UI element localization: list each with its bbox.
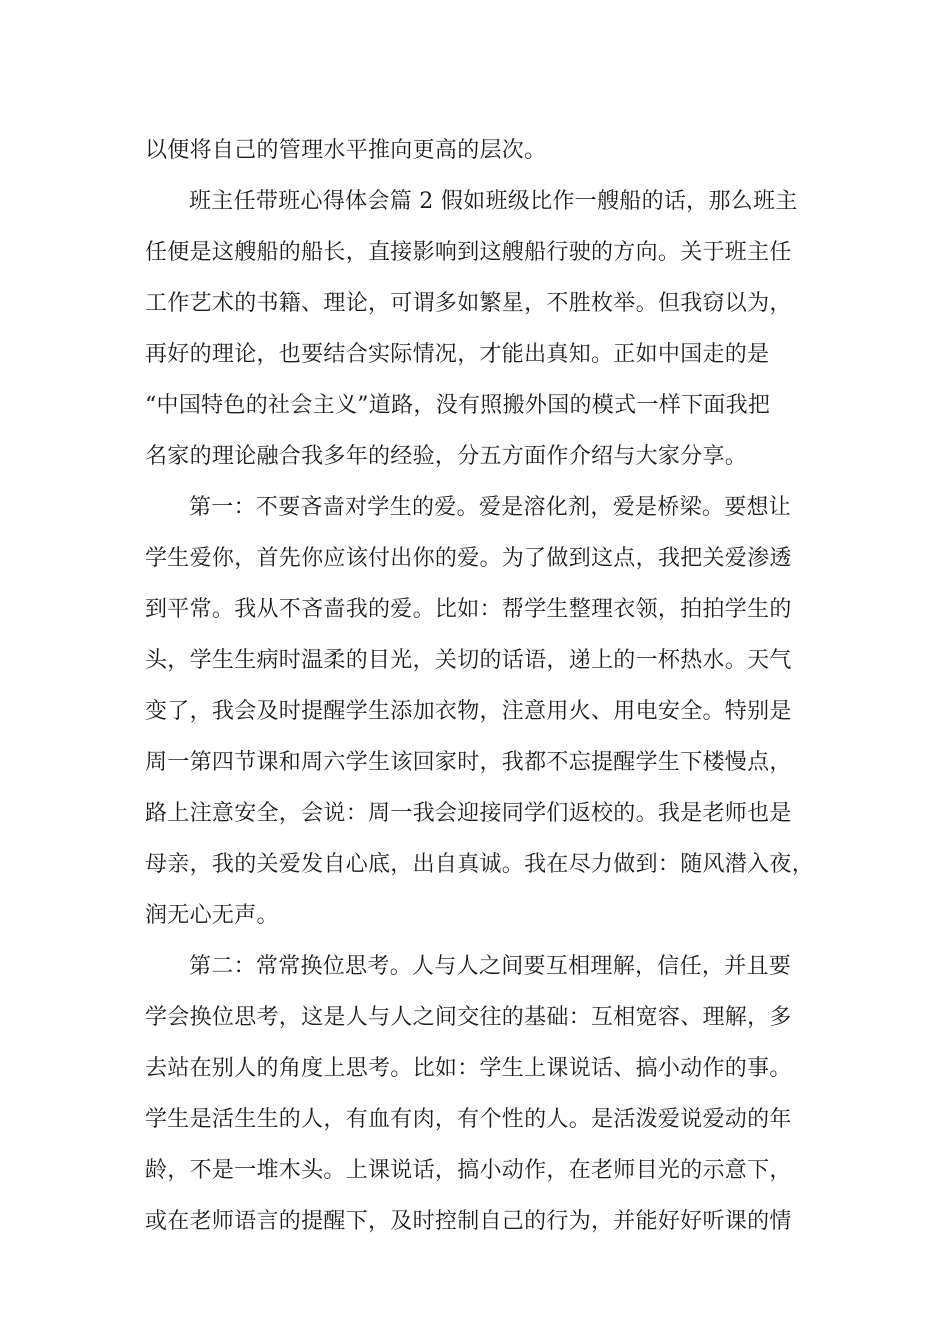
text-line: 第二：常常换位思考。人与人之间要互相理解，信任，并且要	[189, 954, 792, 979]
text-line: 路上注意安全，会说：周一我会迎接同学们返校的。我是老师也是	[145, 801, 792, 826]
text-line: 龄，不是一堆木头。上课说话，搞小动作，在老师目光的示意下，	[145, 1158, 792, 1183]
text-line: 母亲，我的关爱发自心底，出自真诚。我在尽力做到：随风潜入夜，	[145, 852, 815, 877]
text-line: 名家的理论融合我多年的经验，分五方面作介绍与大家分享。	[145, 444, 748, 469]
text-line: 头，学生生病时温柔的目光，关切的话语，递上的一杯热水。天气	[145, 648, 792, 673]
paragraph	[145, 941, 815, 1247]
text-line: 变了，我会及时提醒学生添加衣物，注意用火、用电安全。特别是	[145, 699, 792, 724]
document-body	[145, 125, 815, 1247]
text-line: 学生爱你，首先你应该付出你的爱。为了做到这点，我把关爱渗透	[145, 546, 792, 571]
paragraph	[145, 176, 815, 482]
text-line: 以便将自己的管理水平推向更高的层次。	[145, 138, 547, 163]
text-line: 班主任带班心得体会篇 2 假如班级比作一艘船的话，那么班主	[189, 189, 798, 214]
text-line: 去站在别人的角度上思考。比如：学生上课说话、搞小动作的事。	[145, 1056, 792, 1081]
text-line: “中国特色的社会主义”道路，没有照搬外国的模式一样下面我把	[145, 393, 771, 418]
text-line: 或在老师语言的提醒下，及时控制自己的行为，并能好好听课的情	[145, 1209, 792, 1234]
text-line: 工作艺术的书籍、理论，可谓多如繁星，不胜枚举。但我窃以为，	[145, 291, 792, 316]
text-line: 周一第四节课和周六学生该回家时，我都不忘提醒学生下楼慢点，	[145, 750, 792, 775]
text-line: 再好的理论，也要结合实际情况，才能出真知。正如中国走的是	[145, 342, 770, 367]
text-line: 到平常。我从不吝啬我的爱。比如：帮学生整理衣领，拍拍学生的	[145, 597, 792, 622]
text-line: 任便是这艘船的船长，直接影响到这艘船行驶的方向。关于班主任	[145, 240, 792, 265]
text-line: 学生是活生生的人，有血有肉，有个性的人。是活泼爱说爱动的年	[145, 1107, 792, 1132]
text-line: 学会换位思考，这是人与人之间交往的基础：互相宽容、理解，多	[145, 1005, 792, 1030]
text-line: 第一：不要吝啬对学生的爱。爱是溶化剂，爱是桥梁。要想让	[189, 495, 792, 520]
paragraph	[145, 125, 815, 176]
text-line: 润无心无声。	[145, 903, 279, 928]
paragraph	[145, 482, 815, 941]
